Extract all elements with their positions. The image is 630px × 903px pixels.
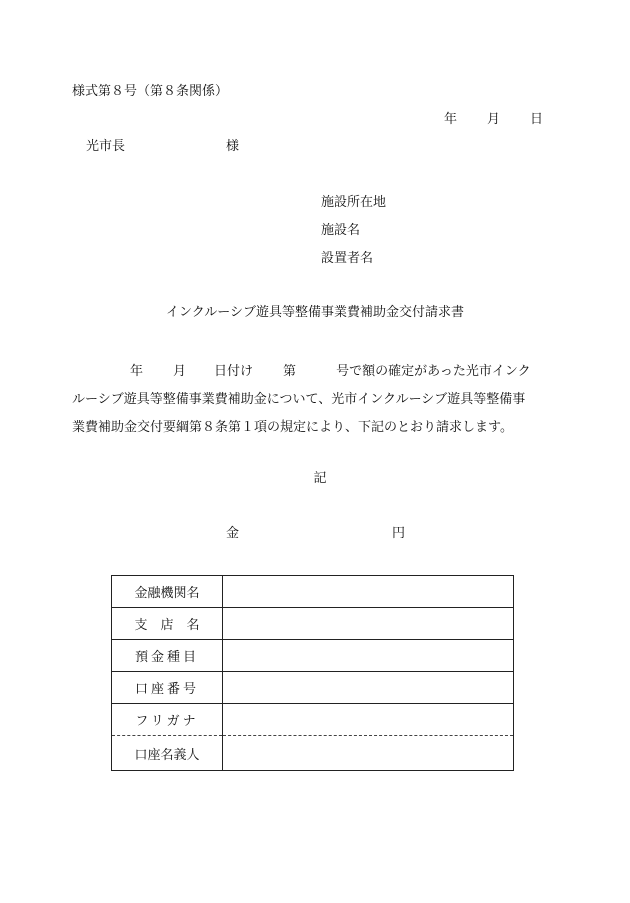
body-line-3: 業費補助金交付要綱第８条第１項の規定により、下記のとおり請求します。 xyxy=(72,420,513,435)
facility-name-label: 施設名 xyxy=(321,223,361,238)
installer-name-label: 設置者名 xyxy=(321,251,374,266)
table-row xyxy=(112,704,514,736)
addressee xyxy=(86,139,240,155)
table-row xyxy=(112,576,514,608)
table-row xyxy=(112,640,514,672)
account-holder-field[interactable] xyxy=(223,736,514,771)
table-row xyxy=(112,736,514,771)
amount-line xyxy=(226,526,406,542)
facility-address-label: 施設所在地 xyxy=(321,195,387,210)
table-label: 口座番号 xyxy=(112,672,223,704)
table-label: 支 店 名 xyxy=(112,608,223,640)
furigana-field[interactable] xyxy=(223,704,514,736)
form-number: 様式第８号（第８条関係） xyxy=(72,84,229,99)
branch-name-field[interactable] xyxy=(223,608,514,640)
body-line-2: ルーシブ遊具等整備事業費補助金について、光市インクルーシブ遊具等整備事 xyxy=(72,392,526,407)
ki-heading: 記 xyxy=(313,471,327,486)
table-label: 預金種目 xyxy=(112,640,223,672)
account-number-field[interactable] xyxy=(223,672,514,704)
date-year: 年 xyxy=(444,112,458,127)
applicant-block xyxy=(321,195,386,279)
bank-name-field[interactable] xyxy=(223,576,514,608)
date-day: 日 xyxy=(530,112,544,127)
bank-account-table xyxy=(111,575,514,771)
body-month: 月 xyxy=(173,364,187,379)
date-line xyxy=(444,112,543,128)
body-line-1 xyxy=(72,358,562,386)
table-label: 金融機関名 xyxy=(112,576,223,608)
amount-label: 金 xyxy=(226,526,240,541)
body-text xyxy=(72,358,562,442)
body-dated: 日付け xyxy=(214,364,254,379)
body-dai: 第 xyxy=(283,364,297,379)
body-year: 年 xyxy=(130,364,144,379)
table-row xyxy=(112,608,514,640)
deposit-type-field[interactable] xyxy=(223,640,514,672)
body-line-1-rest: 号で額の確定があった光市インク xyxy=(336,364,531,379)
table-label: フリガナ xyxy=(112,704,223,736)
addressee-name: 光市長 xyxy=(86,139,126,154)
table-row xyxy=(112,672,514,704)
amount-unit: 円 xyxy=(392,526,406,541)
date-month: 月 xyxy=(487,112,501,127)
table-label: 口座名義人 xyxy=(112,736,223,771)
addressee-honorific: 様 xyxy=(226,139,240,154)
document-title: インクルーシブ遊具等整備事業費補助金交付請求書 xyxy=(165,305,465,320)
